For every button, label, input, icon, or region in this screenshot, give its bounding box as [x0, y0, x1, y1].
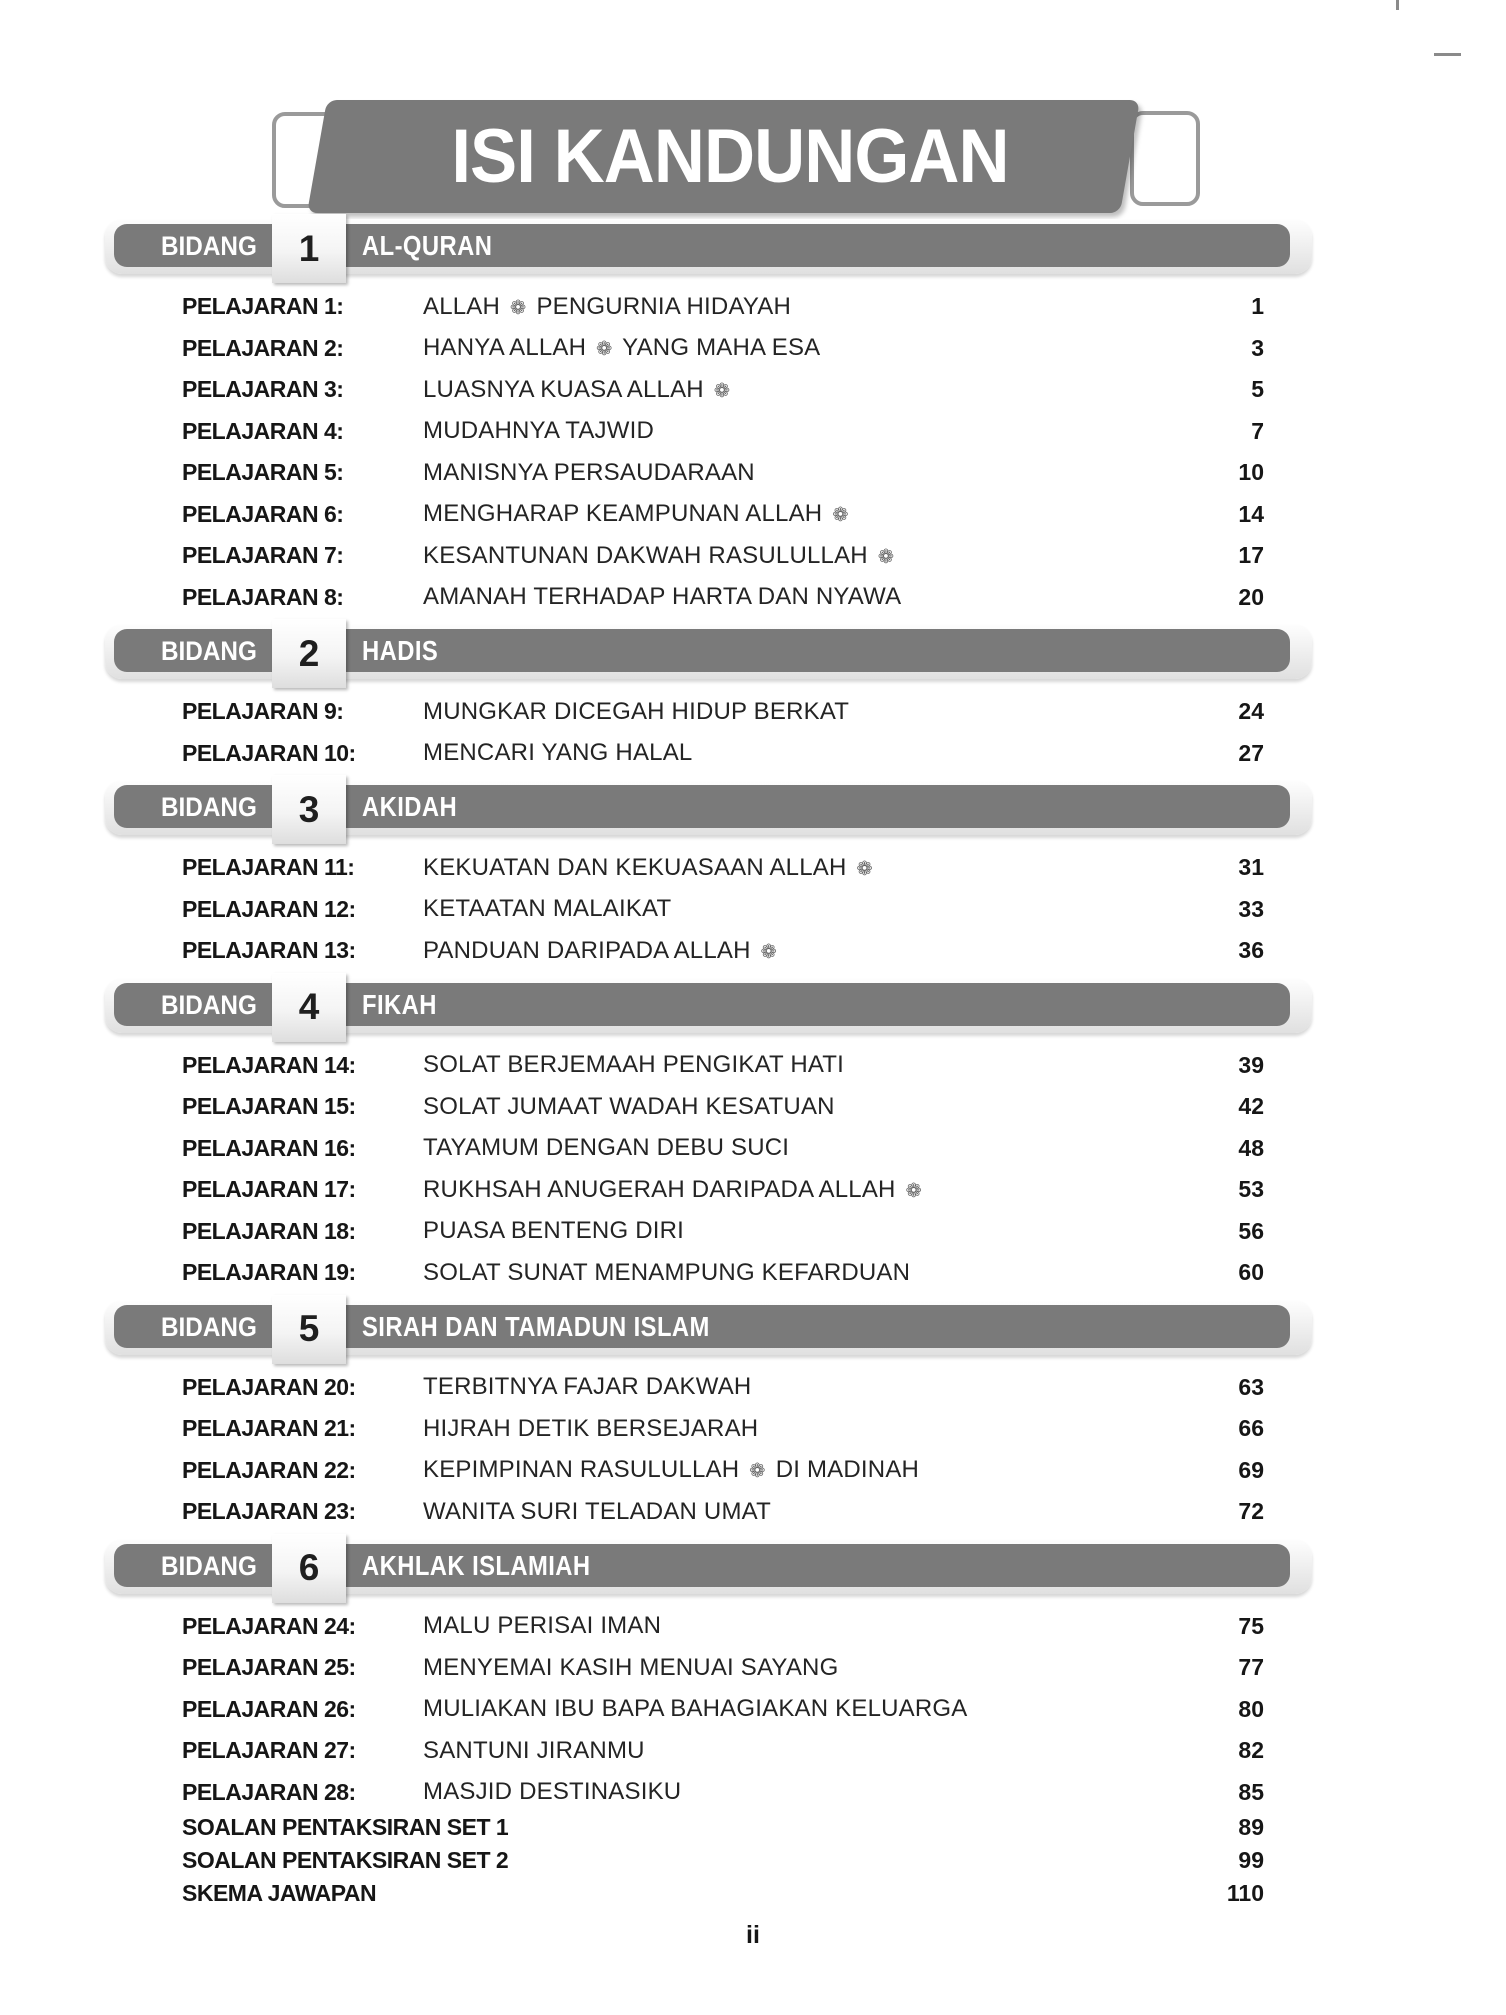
- toc-row: [0, 286, 1506, 328]
- lesson-title: SANTUNI JIRANMU: [423, 1736, 645, 1764]
- bidang-number-tab: [272, 775, 346, 844]
- bidang-bar: [0, 976, 1506, 1033]
- lesson-page-number: 63: [1238, 1373, 1264, 1400]
- lesson-page-number: 69: [1238, 1456, 1264, 1483]
- lesson-page-number: 56: [1238, 1217, 1264, 1244]
- lesson-title: RUKHSAH ANUGERAH DARIPADA ALLAH ❁: [423, 1176, 1198, 1204]
- bidang-number: 4: [298, 986, 320, 1027]
- toc-row: [0, 1086, 1506, 1128]
- section-name: AL-QURAN: [362, 230, 493, 261]
- toc-row: [0, 494, 1506, 536]
- title-banner: [0, 100, 1506, 213]
- lesson-label: PELAJARAN 24:: [182, 1612, 356, 1639]
- section-name: SIRAH DAN TAMADUN ISLAM: [362, 1310, 710, 1342]
- bidang-number-tab: [272, 973, 346, 1042]
- bidang-label: BIDANG: [161, 989, 257, 1020]
- section-name: AKIDAH: [362, 791, 458, 822]
- banner-right-tab-shape: [1130, 111, 1200, 206]
- page-title: ISI KANDUNGAN: [451, 114, 1009, 199]
- toc-row: [0, 889, 1506, 931]
- lesson-label: PELAJARAN 1:: [182, 293, 344, 320]
- lesson-title: TAYAMUM DENGAN DEBU SUCI: [423, 1134, 790, 1162]
- toc-row: [0, 411, 1506, 453]
- lesson-page-number: 10: [1238, 459, 1264, 486]
- toc-section: [0, 976, 1506, 1294]
- lesson-label: PELAJARAN 14:: [182, 1051, 356, 1078]
- lesson-title: MULIAKAN IBU BAPA BAHAGIAKAN KELUARGA: [423, 1695, 968, 1723]
- section-rows: [0, 286, 1506, 618]
- bidang-bar: [0, 778, 1506, 835]
- section-rows: [0, 1367, 1506, 1533]
- lesson-title: SOLAT SUNAT MENAMPUNG KEFARDUAN: [423, 1258, 911, 1286]
- toc-row: [0, 328, 1506, 370]
- lesson-label: PELAJARAN 11:: [182, 854, 355, 881]
- toc-row: [0, 577, 1506, 619]
- lesson-title: SOLAT JUMAAT WADAH KESATUAN: [423, 1092, 835, 1120]
- lesson-title: MALU PERISAI IMAN: [423, 1612, 662, 1640]
- toc-row: [0, 1772, 1506, 1814]
- lesson-label: PELAJARAN 12:: [182, 895, 356, 922]
- toc-row: [0, 733, 1506, 775]
- toc-row: [0, 1606, 1506, 1648]
- toc-section: [0, 622, 1506, 774]
- section-rows: [0, 1606, 1506, 1814]
- bidang-label: BIDANG: [161, 792, 257, 822]
- lesson-label: PELAJARAN 3:: [182, 376, 344, 403]
- toc-row: [0, 1647, 1506, 1689]
- lesson-title: AMANAH TERHADAP HARTA DAN NYAWA: [423, 583, 902, 611]
- honorific-icon: ❁: [877, 545, 895, 568]
- lesson-label: PELAJARAN 2:: [182, 334, 344, 361]
- lesson-page-number: 7: [1251, 417, 1264, 444]
- toc-row: [0, 535, 1506, 577]
- lesson-title: MENCARI YANG HALAL: [423, 739, 693, 767]
- honorific-icon: ❁: [713, 379, 731, 402]
- lesson-page-number: 89: [1238, 1814, 1264, 1840]
- lesson-label: PELAJARAN 5:: [182, 459, 344, 486]
- lesson-page-number: 14: [1238, 500, 1264, 527]
- honorific-icon: ❁: [596, 338, 613, 361]
- section-name: HADIS: [362, 635, 439, 666]
- toc-row: [0, 1877, 1506, 1910]
- lesson-page-number: 110: [1226, 1880, 1264, 1906]
- lesson-title: MASJID DESTINASIKU: [423, 1778, 682, 1806]
- bidang-bar: [0, 217, 1506, 274]
- lesson-page-number: 24: [1238, 698, 1264, 725]
- lesson-page-number: 48: [1238, 1134, 1264, 1161]
- page-number: ii: [746, 1921, 760, 1949]
- bidang-number-tab: [272, 214, 346, 283]
- bidang-number: 5: [298, 1308, 320, 1349]
- lesson-title: KESANTUNAN DAKWAH RASULULLAH ❁: [423, 542, 1198, 570]
- lesson-label: SOALAN PENTAKSIRAN SET 1: [182, 1814, 509, 1840]
- lesson-title: MANISNYA PERSAUDARAAN: [423, 458, 755, 486]
- crop-mark: [1396, 0, 1399, 10]
- lesson-page-number: 33: [1238, 895, 1264, 922]
- toc-row: [0, 847, 1506, 889]
- lesson-page-number: 20: [1238, 583, 1264, 610]
- lesson-title: PANDUAN DARIPADA ALLAH ❁: [423, 937, 1198, 965]
- lesson-page-number: 1: [1251, 293, 1264, 320]
- lesson-title: SOLAT BERJEMAAH PENGIKAT HATI: [423, 1051, 845, 1079]
- toc-row: [0, 1367, 1506, 1409]
- lesson-label: PELAJARAN 18:: [182, 1217, 356, 1244]
- lesson-title: MUDAHNYA TAJWID: [423, 417, 655, 445]
- lesson-title: MUNGKAR DICEGAH HIDUP BERKAT: [423, 697, 850, 725]
- lesson-title: LUASNYA KUASA ALLAH ❁: [423, 376, 1198, 404]
- toc-section: [0, 1298, 1506, 1533]
- toc-row: [0, 1811, 1506, 1844]
- lesson-label: SOALAN PENTAKSIRAN SET 2: [182, 1847, 509, 1873]
- toc-section: [0, 217, 1506, 618]
- lesson-page-number: 99: [1238, 1847, 1264, 1873]
- section-rows: [0, 691, 1506, 774]
- lesson-title: ALLAH ❁ PENGURNIA HIDAYAH: [423, 292, 792, 320]
- toc-row: [0, 452, 1506, 494]
- lesson-label: PELAJARAN 22:: [182, 1456, 356, 1483]
- toc-section: [0, 1537, 1506, 1814]
- lesson-page-number: 36: [1238, 937, 1264, 964]
- lesson-page-number: 66: [1238, 1415, 1264, 1442]
- lesson-page-number: 85: [1238, 1778, 1264, 1805]
- lesson-label: SKEMA JAWAPAN: [182, 1880, 377, 1906]
- lesson-title: KEPIMPINAN RASULULLAH ❁ DI MADINAH: [423, 1456, 920, 1484]
- lesson-page-number: 75: [1238, 1612, 1264, 1639]
- lesson-title: HANYA ALLAH ❁ YANG MAHA ESA: [423, 334, 821, 362]
- lesson-title: MENYEMAI KASIH MENUAI SAYANG: [423, 1653, 839, 1681]
- lesson-title: TERBITNYA FAJAR DAKWAH: [423, 1373, 752, 1401]
- lesson-page-number: 82: [1238, 1737, 1264, 1764]
- lesson-label: PELAJARAN 26:: [182, 1695, 356, 1722]
- lesson-title: HIJRAH DETIK BERSEJARAH: [423, 1414, 759, 1442]
- lesson-label: PELAJARAN 17:: [182, 1176, 356, 1203]
- toc-row: [0, 1211, 1506, 1253]
- lesson-label: PELAJARAN 16:: [182, 1134, 356, 1161]
- lesson-label: PELAJARAN 19:: [182, 1259, 356, 1286]
- lesson-label: PELAJARAN 25:: [182, 1654, 356, 1681]
- lesson-title: PUASA BENTENG DIRI: [423, 1217, 684, 1245]
- lesson-title: KETAATAN MALAIKAT: [423, 895, 672, 923]
- lesson-title: WANITA SURI TELADAN UMAT: [423, 1497, 771, 1525]
- toc-row: [0, 1128, 1506, 1170]
- toc-extras: [0, 1811, 1506, 1910]
- section-rows: [0, 847, 1506, 972]
- bidang-label: BIDANG: [161, 231, 257, 261]
- toc-row: [0, 1450, 1506, 1492]
- toc-row: [0, 1045, 1506, 1087]
- honorific-icon: ❁: [509, 296, 527, 319]
- honorific-icon: ❁: [856, 857, 874, 880]
- bidang-label: BIDANG: [161, 1311, 257, 1342]
- crop-mark: [1434, 53, 1461, 56]
- bidang-label: BIDANG: [161, 1550, 257, 1581]
- bidang-bar: [0, 1298, 1506, 1355]
- section-name: AKHLAK ISLAMIAH: [362, 1549, 591, 1581]
- lesson-label: PELAJARAN 23:: [182, 1498, 356, 1525]
- toc-row: [0, 1169, 1506, 1211]
- lesson-page-number: 77: [1238, 1654, 1264, 1681]
- bidang-bar: [0, 1537, 1506, 1594]
- honorific-icon: ❁: [832, 504, 849, 527]
- lesson-page-number: 5: [1251, 376, 1264, 403]
- lesson-page-number: 3: [1251, 334, 1264, 361]
- toc-row: [0, 1252, 1506, 1294]
- lesson-label: PELAJARAN 6:: [182, 500, 344, 527]
- honorific-icon: ❁: [905, 1179, 923, 1202]
- section-name: FIKAH: [362, 988, 437, 1020]
- bidang-bar: [0, 622, 1506, 679]
- toc-row: [0, 1689, 1506, 1731]
- bidang-number-tab: [272, 619, 346, 688]
- lesson-page-number: 39: [1238, 1051, 1264, 1078]
- toc-row: [0, 691, 1506, 733]
- toc-row: [0, 1730, 1506, 1772]
- lesson-label: PELAJARAN 8:: [182, 583, 344, 610]
- bidang-number: 1: [298, 227, 320, 269]
- lesson-label: PELAJARAN 9:: [182, 698, 344, 725]
- toc-row: [0, 1844, 1506, 1877]
- lesson-label: PELAJARAN 10:: [182, 739, 356, 766]
- toc-list: [0, 217, 1506, 1813]
- lesson-page-number: 60: [1238, 1259, 1264, 1286]
- lesson-title: MENGHARAP KEAMPUNAN ALLAH ❁: [423, 500, 1198, 528]
- lesson-page-number: 31: [1238, 854, 1264, 881]
- lesson-label: PELAJARAN 28:: [182, 1778, 356, 1805]
- lesson-label: PELAJARAN 27:: [182, 1737, 356, 1764]
- toc-row: [0, 369, 1506, 411]
- lesson-page-number: 27: [1238, 739, 1264, 766]
- section-rows: [0, 1045, 1506, 1294]
- bidang-number: 3: [298, 788, 320, 830]
- lesson-page-number: 53: [1238, 1176, 1264, 1203]
- bidang-number-tab: [272, 1295, 346, 1364]
- toc-section: [0, 778, 1506, 972]
- lesson-page-number: 80: [1238, 1695, 1264, 1722]
- lesson-page-number: 42: [1238, 1093, 1264, 1120]
- lesson-label: PELAJARAN 4:: [182, 417, 344, 444]
- toc-row: [0, 1408, 1506, 1450]
- toc-row: [0, 930, 1506, 972]
- bidang-label: BIDANG: [161, 636, 257, 666]
- bidang-number: 6: [298, 1547, 320, 1588]
- honorific-icon: ❁: [760, 940, 778, 963]
- lesson-label: PELAJARAN 7:: [182, 542, 344, 569]
- lesson-label: PELAJARAN 15:: [182, 1093, 356, 1120]
- bidang-number: 2: [298, 632, 320, 674]
- bidang-number-tab: [272, 1534, 346, 1603]
- lesson-page-number: 72: [1238, 1498, 1264, 1525]
- lesson-page-number: 17: [1238, 542, 1264, 569]
- lesson-label: PELAJARAN 21:: [182, 1415, 356, 1442]
- honorific-icon: ❁: [749, 1460, 766, 1483]
- lesson-label: PELAJARAN 20:: [182, 1373, 356, 1400]
- lesson-label: PELAJARAN 13:: [182, 937, 356, 964]
- lesson-title: KEKUATAN DAN KEKUASAAN ALLAH ❁: [423, 854, 1198, 882]
- toc-row: [0, 1491, 1506, 1533]
